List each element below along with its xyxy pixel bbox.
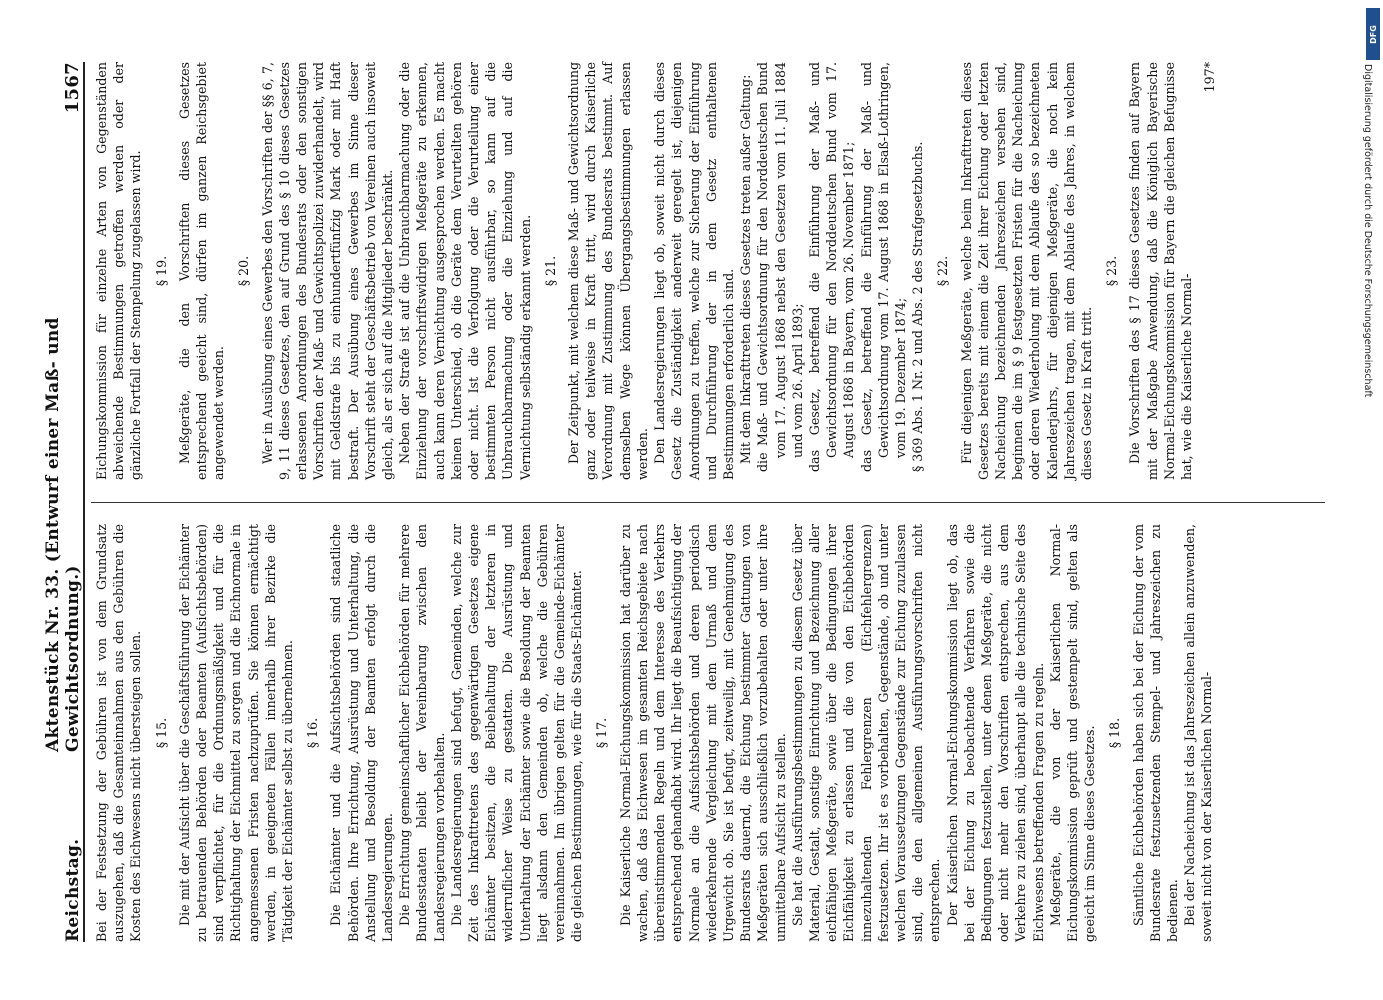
paragraph: Die Errichtung gemeinschaftlicher Eichbehörden für mehrere Bundesstaaten bleibt der Vereinbarung zwischen den Landesregierungen vorbehalten. [397, 524, 447, 942]
section-heading: § 23. [1104, 255, 1120, 287]
paragraph: Mit dem Inkrafttreten dieses Gesetzes treten außer Geltung: [738, 74, 754, 464]
paragraph: Die Landesregierungen sind befugt, Gemeinden, welche zur Zeit des Inkrafttretens des gegenwärtigen Gesetzes eigene Eichämter besitzen, die Beibehaltung der letzteren in widerruflicher Weise zu gestatten. Die Ausrüstung und Unterhaltung der Eichämter sowie die Besoldung der Beamten liegt alsdann den Gemeinden ob, welche die Gebühren vereinnahmen. Im übrigen gelten für die Gemeinde-Eichämter die gleichen Bestimmungen, wie für die Staats-Eichämter. [448, 524, 585, 942]
page-header [43, 62, 85, 942]
paragraph: Meßgeräte, die den Vorschriften dieses Gesetzes entsprechend geeicht sind, dürfen im ganzen Reichsgebiet angewendet werden. [176, 62, 227, 480]
paragraph: Bei der Festsetzung der Gebühren ist von dem Grundsatz auszugehen, daß die Gesamteinnahmen aus den Gebühren die Kosten des Eichwesens nicht übersteigen sollen. [94, 524, 144, 942]
paragraph: Die Kaiserliche Normal-Eichungskommission hat darüber zu wachen, daß das Eichwesen im gesamten Reichsgebiete nach übereinstimmenden Regeln und dem Interesse des Verkehrs entsprechend gehandhabt wird. Ihr liegt die Beaufsichtigung der Normale an die Aufsichtsbehörden und deren periodisch wiederkehrende Vergleichung mit dem Urmaß und dem Urgewicht ob. Sie ist befugt, zeitweilig, mit Genehmigung des Bundesrats dauernd, die Eichung bestimmter Gattungen von Meßgeräten sich ausschließlich vorzubehalten oder unter ihre unmittelbare Aufsicht zu stellen. [617, 524, 788, 942]
paragraph: Die Eichämter und die Aufsichtsbehörden sind staatliche Behörden. Ihre Errichtung, Ausrüstung und Unterhaltung, die Anstellung und Besoldung der Beamten erfolgt durch die Landesregierungen. [328, 524, 396, 942]
signature-mark: 197* [1202, 62, 1218, 93]
digitization-sidebar [1362, 8, 1380, 992]
paragraph: Der Kaiserlichen Normal-Eichungskommission liegt ob, das bei der Eichung zu beobachtende Verfahren sowie die Bedingungen festzustellen, unter denen Meßgeräte, die nicht oder nicht mehr den Vorschriften entsprechen, aus dem Verkehre zu ziehen sind, überhaupt alle die technische Seite des Eichwesens betreffenden Fragen zu regeln. [944, 524, 1046, 942]
paragraph: Neben der Strafe ist auf die Unbrauchbarmachung oder die Einziehung der vorschriftswidrigen Meßgeräte zu erkennen, auch kann deren Vernichtung ausgesprochen werden. Es macht keinen Unterschied, ob die Geräte dem Verurteilten gehören oder nicht. Ist die Verfolgung oder die Verurteilung einer bestimmten Person nicht ausführbar, so kann auf die Unbrauchbarmachung oder die Einziehung und auf die Vernichtung selbständig erkannt werden. [397, 62, 533, 480]
page-number: 1567 [62, 62, 83, 114]
paragraph: Die mit der Aufsicht über die Geschäftsführung der Eichämter zu betrauenden Behörden oder Beamten (Aufsichtsbehörden) sind verpflichtet, für die Ordnungsmäßigkeit und für die Richtighaltung der Eichmittel zu sorgen und die Eichnormale in angemessenen Fristen nachzuprüfen. Sie können ermächtigt werden, in geeigneten Fällen innerhalb ihrer Bezirke die Tätigkeit der Eichämter selbst zu übernehmen. [176, 524, 296, 942]
section-heading: § 16. [305, 717, 321, 749]
paragraph: Sie hat die Ausführungsbestimmungen zu diesem Gesetz über Material, Gestalt, sonstige Einrichtung und Bezeichnung aller eichfähigen Meßgeräte, sowie über die Bedingungen ihrer Eichfähigkeit zu erlassen und die von den Eichbehörden innezuhaltenden Fehlergrenzen (Eichfehlergrenzen) festzusetzen. Ihr ist es vorbehalten, Gegenstände, ob und unter welchen Voraussetzungen Gegenstände zur Eichung zuzulassen sind, die den allgemeinen Ausführungsvorschriften nicht entsprechen. [789, 524, 943, 942]
header-left: Reichstag. [63, 838, 83, 942]
section-heading: § 15. [153, 717, 169, 749]
document-page [43, 62, 1330, 942]
paragraph: Sämtliche Eichbehörden haben sich bei der Eichung der vom Bundesrate festzusetzenden Stempel- und Jahreszeichen zu bedienen. [1130, 524, 1180, 942]
section-heading: § 19. [153, 255, 169, 287]
paragraph: Der Zeitpunkt, mit welchem diese Maß- und Gewichtsordnung ganz oder teilweise in Kraft tritt, wird durch Kaiserliche Verordnung mit Zustimmung des Bundesrats bestimmt. Auf demselben Wege können Übergangsbestimmungen erlassen werden. [566, 62, 650, 480]
paragraph: Wer in Ausübung eines Gewerbes den Vorschriften der §§ 6, 7, 9, 11 dieses Gesetzes, den auf Grund des § 10 dieses Gesetzes erlassenen Anordnungen des Bundesrats oder den sonstigen Vorschriften der Maß- und Gewichtspolizei zuwiderhandelt, wird mit Geldstrafe bis zu einhundertfünfzig Mark oder mit Haft bestraft. Der Ausübung eines Gewerbes im Sinne dieser Vorschrift steht der Geschäftsbetrieb von Vereinen auch insoweit gleich, als er sich auf die Mitglieder beschränkt. [259, 62, 396, 480]
section-heading: § 18. [1107, 717, 1123, 749]
paragraph: Für diejenigen Meßgeräte, welche beim Inkrafttreten dieses Gesetzes bereits mit einem die Zeit ihrer Eichung oder letzten Nacheichung bezeichnenden Jahreszeichen versehen sind, beginnen die im § 9 festgesetzten Fristen für die Nacheichung oder deren Wiederholung mit dem Ablaufe des so bezeichneten Kalenderjahrs, für diejenigen Meßgeräte, die noch kein Jahreszeichen tragen, mit dem Ablaufe des Jahres, in welchem dieses Gesetz in Kraft tritt. [958, 62, 1094, 480]
right-column [93, 62, 1323, 480]
list-item: die Maß- und Gewichtsordnung für den Norddeutschen Bund vom 17. August 1868 nebst den Gesetzen vom 11. Juli 1884 und vom 26. April 1893; [755, 62, 805, 472]
paragraph: Eichungskommission für einzelne Arten von Gegenständen abweichende Bestimmungen getroffen werden oder der gänzliche Fortfall der Stempelung zugelassen wird. [94, 62, 144, 480]
paragraph: Meßgeräte, die von der Kaiserlichen Normal-Eichungskommission geprüft und gestempelt sind, gelten als geeicht im Sinne dieses Gesetzes. [1047, 524, 1098, 942]
header-title: Aktenstück Nr. 33. (Entwurf einer Maß- und Gewichtsordnung.) [43, 317, 83, 752]
left-column [93, 524, 1323, 942]
dfg-logo [1366, 8, 1380, 60]
section-heading: § 20. [236, 255, 252, 287]
section-heading: § 17. [594, 717, 610, 749]
column-divider [91, 502, 1325, 503]
credit-text: Digitalisierung gefördert durch die Deutsche Forschungsgemeinschaft [1362, 64, 1373, 398]
credit-line [1362, 64, 1380, 624]
list-item: das Gesetz, betreffend die Einführung der Maß- und Gewichtsordnung vom 17. August 1868 in Elsaß-Lothringen, vom 19. Dezember 1874; [858, 62, 908, 472]
list-item: das Gesetz, betreffend die Einführung der Maß- und Gewichtsordnung für den Norddeutschen Bund vom 17. August 1868 in Bayern, vom 26. November 1871; [806, 62, 857, 472]
list-item: § 369 Abs. 1 Nr. 2 und Abs. 2 des Strafgesetzbuchs. [910, 141, 926, 472]
paragraph: Bei der Nacheichung ist das Jahreszeichen allein anzuwenden, soweit nicht von der Kaiserlichen Normal- [1182, 524, 1215, 942]
paragraph: Den Landesregierungen liegt ob, soweit nicht durch dieses Gesetz die Zuständigkeit anderweit geregelt ist, diejenigen Anordnungen zu treffen, welche zur Sicherung der Einführung und Durchführung der in dem Gesetz enthaltenen Bestimmungen erforderlich sind. [652, 62, 736, 480]
dfg-logo-text: DFG [1368, 24, 1378, 44]
paragraph: Die Vorschriften des § 17 dieses Gesetzes finden auf Bayern mit der Maßgabe Anwendung, daß die Königlich Bayerische Normal-Eichungskommission für Bayern die gleichen Befugnisse hat, wie die Kaiserliche Normal- [1127, 62, 1194, 480]
section-heading: § 21. [542, 255, 558, 287]
section-heading: § 22. [935, 255, 951, 287]
